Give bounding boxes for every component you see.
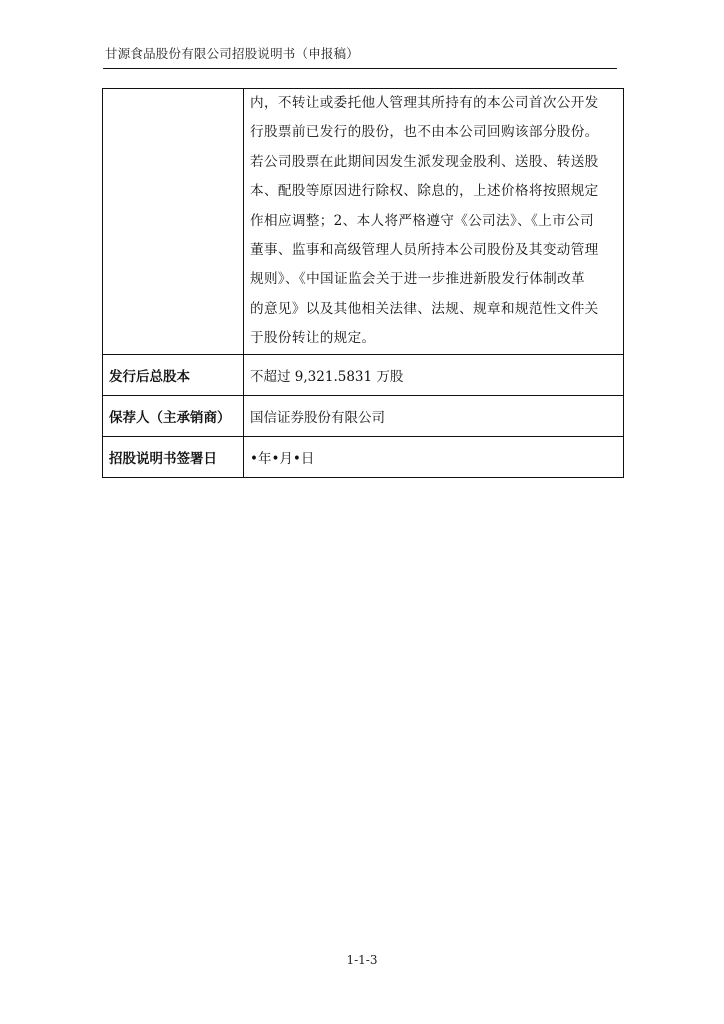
commitment-line: 行股票前已发行的股份，也不由本公司回购该部分股份。 [250,124,599,141]
commitment-line: 作相应调整；2、本人将严格遵守《公司法》、《上市公司 [250,212,594,229]
table-row-total-shares [103,354,624,395]
signing-date-value: •年•月•日 [244,436,624,477]
commitment-line: 规则》、《中国证监会关于进一步推进新股发行体制改革 [250,271,585,288]
total-shares-label: 发行后总股本 [103,354,244,395]
commitment-line: 的意见》以及其他相关法律、法规、规章和规范性文件关 [250,300,599,317]
commitment-line: 本、配股等原因进行除权、除息的，上述价格将按照规定 [250,183,599,200]
lockup-commitment-text [244,89,624,355]
table-row-continuation [103,89,624,355]
sponsor-value: 国信证券股份有限公司 [244,395,624,436]
commitment-line: 内，不转让或委托他人管理其所持有的本公司首次公开发 [250,95,599,111]
page-number: 1-1-3 [346,953,378,967]
total-shares-value: 不超过 9,321.5831 万股 [244,354,624,395]
commitment-line: 董事、监事和高级管理人员所持本公司股份及其变动管理 [250,241,599,258]
header-divider [103,68,617,69]
commitment-line: 于股份转让的规定。 [250,330,376,347]
continuation-label-cell [103,89,244,355]
page-header-title: 甘源食品股份有限公司招股说明书（申报稿） [105,46,360,61]
sponsor-label: 保荐人（主承销商） [103,395,244,436]
table-row-signing-date [103,436,624,477]
commitment-line: 若公司股票在此期间因发生派发现金股利、送股、转送股 [250,153,599,170]
issuance-info-table [102,88,624,478]
table-row-sponsor [103,395,624,436]
signing-date-label: 招股说明书签署日 [103,436,244,477]
